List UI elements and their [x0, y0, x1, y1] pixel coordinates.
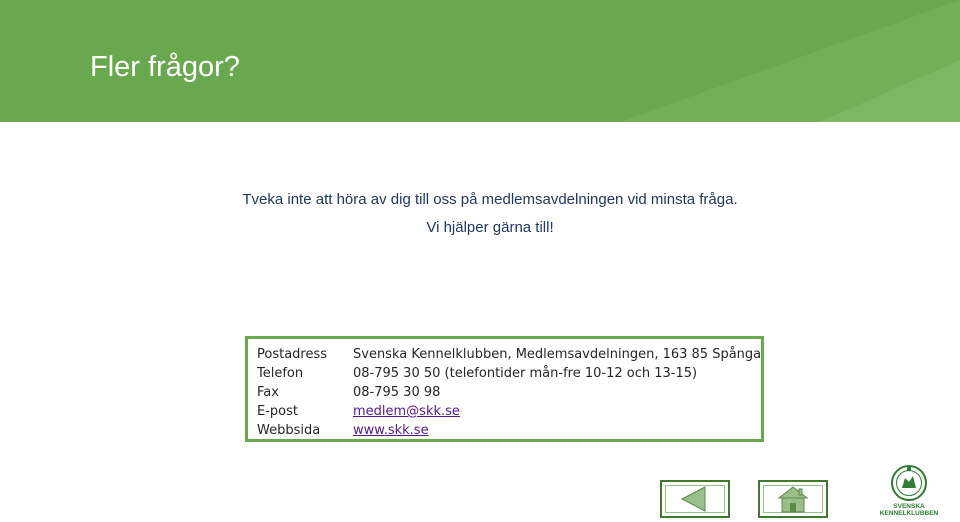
- contact-value: Svenska Kennelklubben, Medlemsavdelningen, 163 85 Spånga: [353, 347, 762, 362]
- kennel-club-seal-icon: [890, 464, 928, 502]
- house-icon: [760, 482, 826, 516]
- contact-value: 08-795 30 98: [353, 385, 441, 400]
- page-title: Fler frågor?: [90, 51, 240, 83]
- intro-text-line-1: Tveka inte att höra av dig till oss på medlemsavdelningen vid minsta fråga.: [242, 191, 738, 208]
- contact-info-box: [245, 336, 764, 442]
- contact-label: Telefon: [257, 366, 304, 381]
- back-button[interactable]: [660, 480, 730, 518]
- contact-value: 08-795 30 50 (telefontider mån-fre 10-12 och 13-15): [353, 366, 698, 381]
- contact-label: E-post: [257, 404, 298, 419]
- contact-label: Postadress: [257, 347, 328, 362]
- logo-text-line-1: SVENSKA: [893, 503, 925, 510]
- home-button[interactable]: [758, 480, 828, 518]
- email-link[interactable]: medlem@skk.se: [353, 404, 460, 419]
- contact-label: Webbsida: [257, 423, 321, 438]
- website-link[interactable]: www.skk.se: [353, 423, 429, 438]
- logo-text-line-2: KENNELKLUBBEN: [879, 510, 939, 517]
- skk-logo: [875, 464, 943, 522]
- intro-text-line-2: Vi hjälper gärna till!: [426, 219, 554, 236]
- slide-header: [0, 0, 960, 122]
- triangle-left-icon: [662, 482, 728, 516]
- contact-label: Fax: [257, 385, 279, 400]
